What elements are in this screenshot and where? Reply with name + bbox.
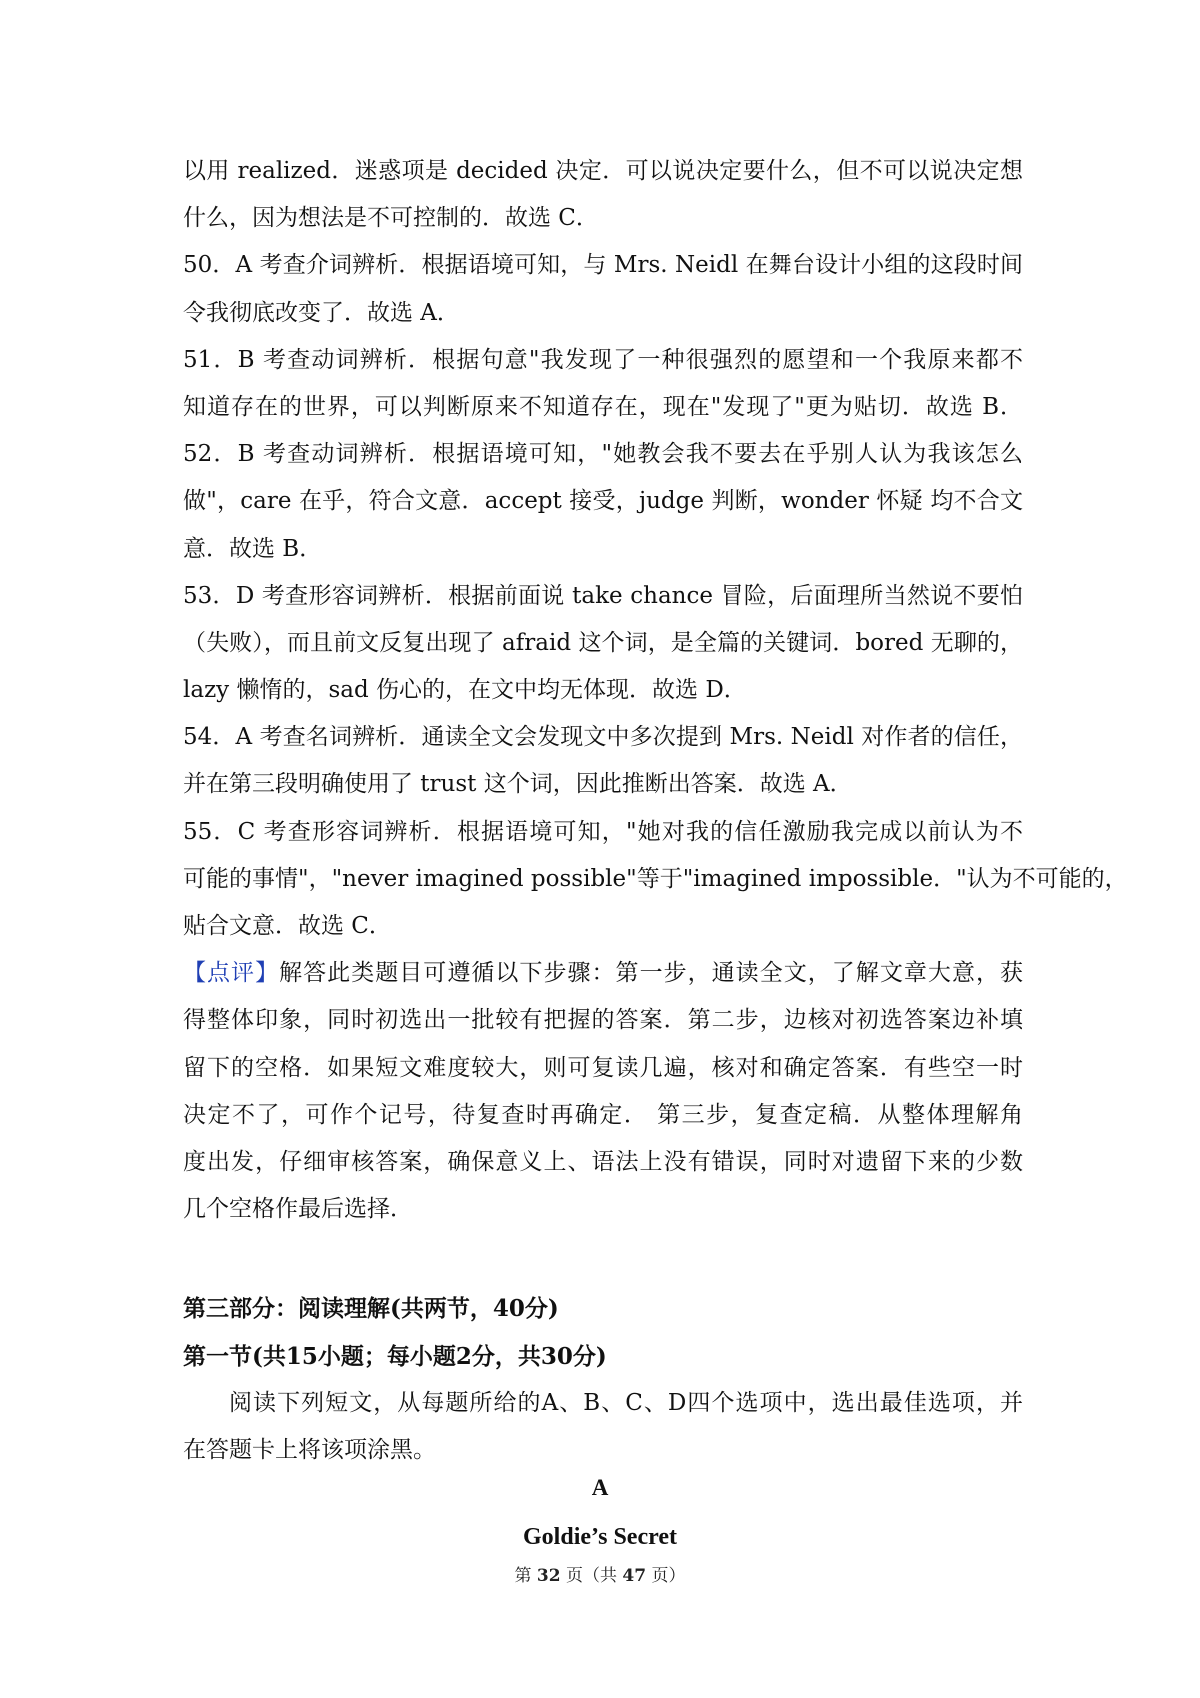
text-line: 令我彻底改变了．故选 A．	[183, 299, 460, 326]
text-line: 并在第三段明确使用了 trust 这个词，因此推断出答案．故选 A．	[183, 771, 853, 798]
text-line: 知道存在的世界，可以判断原来不知道存在，现在"发现了"更为贴切．故选 B．	[183, 393, 1023, 420]
footer-suffix: 页）	[651, 1566, 686, 1586]
text-line: （失败），而且前文反复出现了 afraid 这个词，是全篇的关键词．bored 无聊的，	[183, 629, 1023, 656]
text-line: 54．A 考查名词辨析．通读全文会发现文中多次提到 Mrs. Neidl 对作者的信任，	[183, 724, 1023, 751]
footer-page-number: 32	[536, 1566, 561, 1586]
text-line: 53．D 考查形容词辨析．根据前面说 take chance 冒险，后面理所当然说不要怕	[183, 582, 1023, 609]
part-title: 第三部分：阅读理解(共两节，40分)	[183, 1295, 559, 1323]
text-line: 52．B 考查动词辨析．根据语境可知，"她教会我不要去在乎别人认为我该怎么	[183, 441, 1023, 468]
comment-tag: 【点评】	[183, 960, 280, 987]
instruction-line: 在答题卡上将该项涂黑。	[183, 1436, 436, 1463]
section-gap	[183, 1233, 1023, 1285]
text-line: 贴合文意．故选 C．	[183, 913, 392, 939]
footer-prefix: 第	[514, 1566, 532, 1586]
text-line: 51．B 考查动词辨析．根据句意"我发现了一种很强烈的愿望和一个我原来都不	[183, 346, 1023, 373]
text-line: 以用 realized．迷惑项是 decided 决定．可以说决定要什么，但不可以说决定想	[183, 158, 1023, 184]
comment-line	[183, 950, 1023, 997]
answer-explanations	[183, 148, 1128, 1474]
passage-title: Goldie’s Secret	[523, 1524, 677, 1550]
instruction-line: 阅读下列短文，从每题所给的A、B、C、D四个选项中，选出最佳选项，并	[229, 1389, 1023, 1416]
comment-text: 解答此类题目可遵循以下步骤：第一步，通读全文，了解文章大意，获	[279, 960, 1024, 987]
passage-letter: A	[591, 1475, 609, 1500]
text-line: 50．A 考查介词辨析．根据语境可知，与 Mrs. Neidl 在舞台设计小组的这段时间	[183, 252, 1023, 279]
text-line: lazy 懒惰的，sad 伤心的，在文中均无体现．故选 D．	[183, 677, 747, 704]
text-line: 55．C 考查形容词辨析．根据语境可知，"她对我的信任激励我完成以前认为不	[183, 818, 1023, 845]
comment-line: 留下的空格．如果短文难度较大，则可复读几遍，核对和确定答案．有些空一时	[183, 1054, 1023, 1081]
comment-line: 度出发，仔细审核答案，确保意义上、语法上没有错误，同时对遗留下来的少数	[183, 1148, 1023, 1175]
section-title: 第一节(共15小题；每小题2分，共30分)	[183, 1342, 607, 1370]
text-line: 做"，care 在乎，符合文意．accept 接受，judge 判断，wonder 怀疑 均不合文	[183, 488, 1023, 515]
text-line: 什么，因为想法是不可控制的．故选 C．	[183, 205, 599, 232]
footer-middle: 页（共	[566, 1566, 617, 1586]
comment-line: 决定不了，可作个记号，待复查时再确定． 第三步，复查定稿．从整体理解角	[183, 1101, 1023, 1128]
footer-total-pages: 47	[622, 1566, 647, 1586]
page-footer	[0, 1561, 1200, 1586]
comment-line: 几个空格作最后选择．	[183, 1196, 413, 1223]
comment-line: 得整体印象，同时初选出一批较有把握的答案．第二步，边核对初选答案边补填	[183, 1007, 1023, 1034]
text-line: 意．故选 B．	[183, 535, 323, 562]
text-line: 可能的事情"，"never imagined possible"等于"imagined impossible．"认为不可能的，	[183, 865, 1128, 892]
